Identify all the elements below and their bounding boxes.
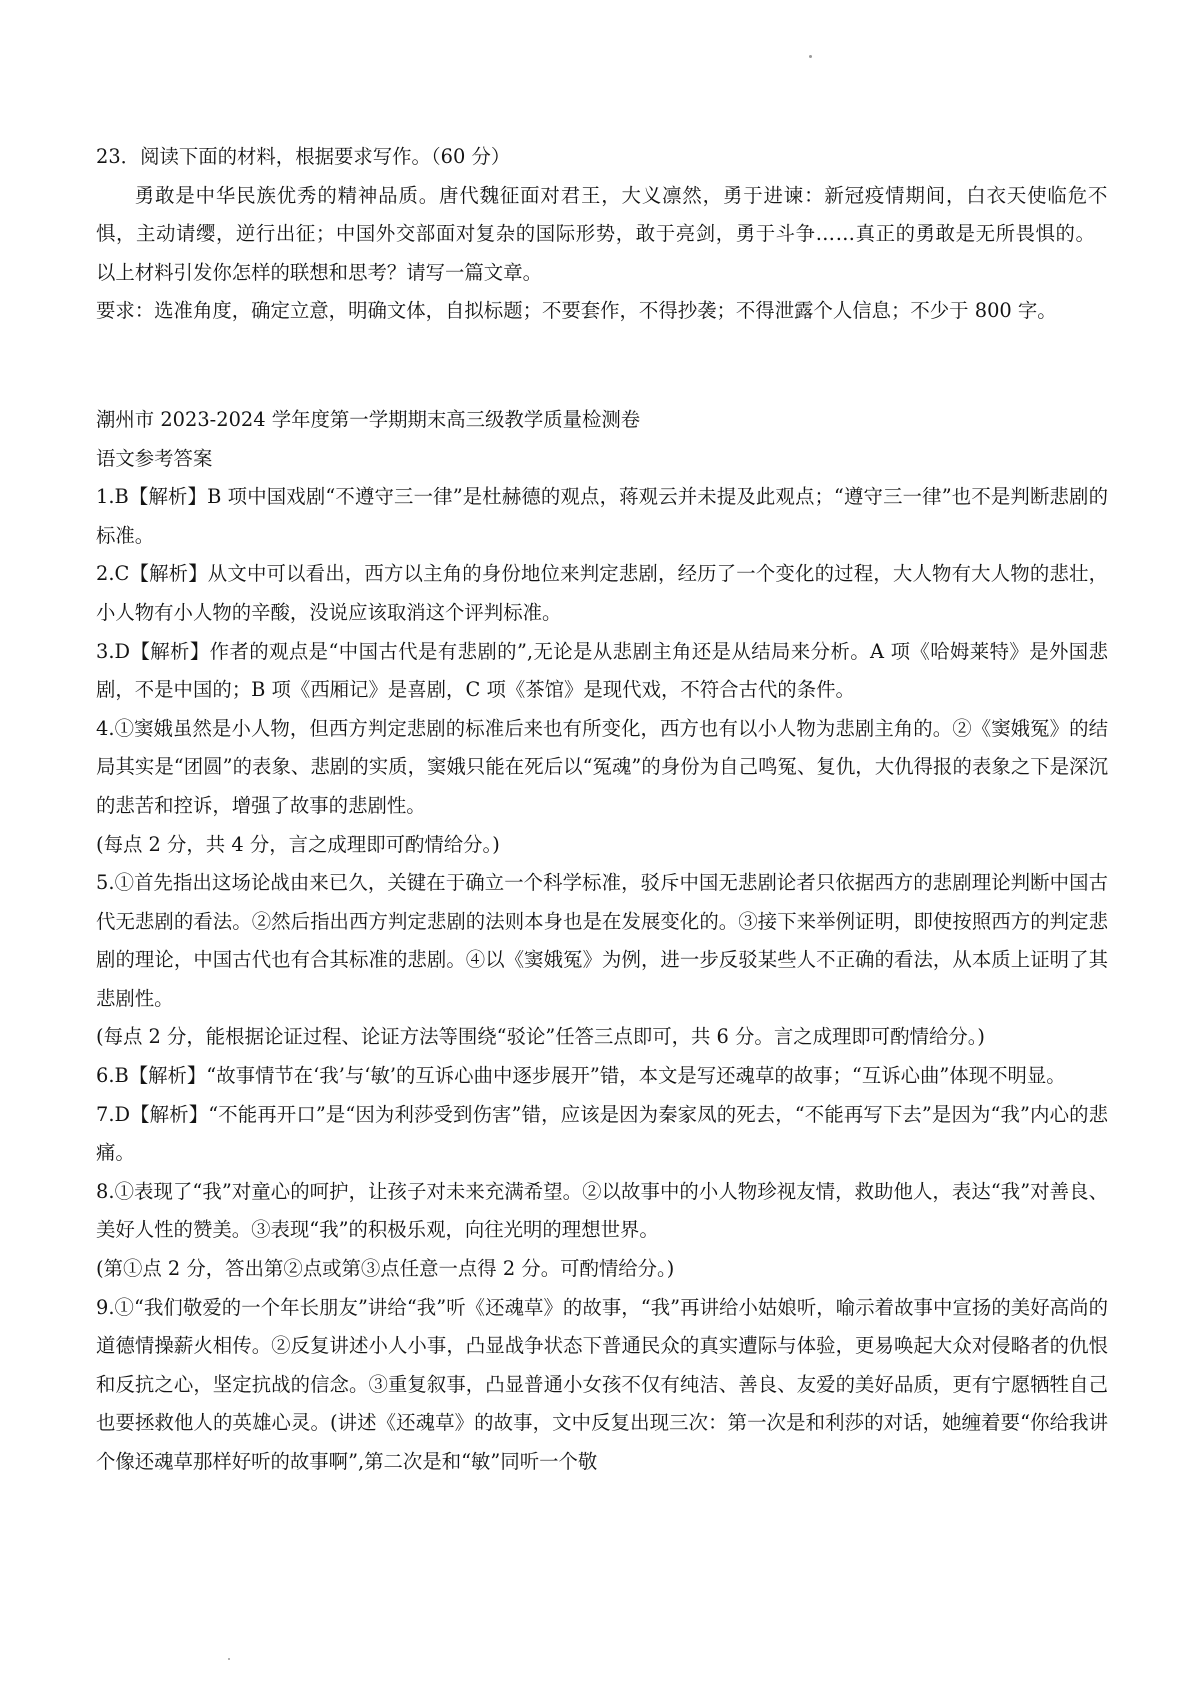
answer-item-5-scoring: (每点 2 分，能根据论证过程、论证方法等围绕“驳论”任答三点即可，共 6 分。言之成理即可酌情给分。) — [96, 1025, 985, 1049]
answer-item-7: 7.D【解析】“不能再开口”是“因为利莎受到伤害”错，应该是因为秦家凤的死去，“不能再写下去”是因为“我”内心的悲痛。 — [96, 1102, 1108, 1165]
scan-speck — [809, 55, 812, 58]
answer-item-1: 1.B【解析】B 项中国戏剧“不遵守三一律”是杜赫德的观点，蒋观云并未提及此观点；“遵守三一律”也不是判断悲剧的标准。 — [96, 485, 1108, 547]
answers-subtitle: 语文参考答案 — [96, 446, 213, 470]
section-gap — [96, 331, 1108, 401]
answer-item-9: 9.①“我们敬爱的一个年长朋友”讲给“我”听《还魂草》的故事，“我”再讲给小姑娘听，喻示着故事中宣扬的美好高尚的道德情操薪火相传。②反复讲述小人小事，凸显战争状态下普通民众的真实遭际与体验，更易唤起大众对侵略者的仇恨和反抗之心，坚定抗战的信念。③重复叙事，凸显普通小女孩不仅有纯洁、善良、友爱的美好品质，更有宁愿牺牲自己也要拯救他人的英雄心灵。(讲述《还魂草》的故事，文中反复出现三次：第一次是和利莎的对话，她缠着要“你给我讲个像还魂草那样好听的故事啊”,第二次是和“敏”同听一个敬 — [96, 1295, 1108, 1473]
answer-item-6: 6.B【解析】“故事情节在‘我’与‘敏’的互诉心曲中逐步展开”错，本文是写还魂草的故事；“互诉心曲”体现不明显。 — [96, 1064, 1066, 1088]
answer-item-8: 8.①表现了“我”对童心的呵护，让孩子对未来充满希望。②以故事中的小人物珍视友情，救助他人，表达“我”对善良、美好人性的赞美。③表现“我”的积极乐观，向往光明的理想世界。 — [96, 1179, 1108, 1242]
answer-item-4-scoring: (每点 2 分，共 4 分，言之成理即可酌情给分。) — [96, 832, 500, 856]
answers-title: 潮州市 2023-2024 学年度第一学期期末高三级教学质量检测卷 — [96, 407, 641, 431]
answer-item-5: 5.①首先指出这场论战由来已久，关键在于确立一个科学标准，驳斥中国无悲剧论者只依据西方的悲剧理论判断中国古代无悲剧的看法。②然后指出西方判定悲剧的法则本身也是在发展变化的。③接下来举例证明，即使按照西方的判定悲剧的理论，中国古代也有合其标准的悲剧。④以《窦娥冤》为例，进一步反驳某些人不正确的看法，从本质上证明了其悲剧性。 — [96, 871, 1108, 1010]
answer-item-4: 4.①窦娥虽然是小人物，但西方判定悲剧的标准后来也有所变化，西方也有以小人物为悲剧主角的。②《窦娥冤》的结局其实是“团圆”的表象、悲剧的实质，窦娥只能在死后以“冤魂”的身份为自己鸣冤、复仇，大仇得报的表象之下是深沉的悲苦和控诉，增强了故事的悲剧性。 — [96, 716, 1108, 817]
question-requirements: 要求：选准角度，确定立意，明确文体，自拟标题；不要套作，不得抄袭；不得泄露个人信息；不少于 800 字。 — [96, 299, 1057, 323]
question-heading: 23．阅读下面的材料，根据要求写作。（60 分） — [96, 145, 511, 168]
page-content — [96, 138, 1108, 1482]
scan-speck — [228, 1658, 230, 1660]
answer-item-8-scoring: (第①点 2 分，答出第②点或第③点任意一点得 2 分。可酌情给分。) — [96, 1257, 675, 1281]
question-prompt: 以上材料引发你怎样的联想和思考？请写一篇文章。 — [96, 260, 542, 284]
answer-item-3: 3.D【解析】作者的观点是“中国古代是有悲剧的”,无论是从悲剧主角还是从结局来分析。A 项《哈姆莱特》是外国悲剧，不是中国的；B 项《西厢记》是喜剧，C 项《茶馆》是现代戏，不符合古代的条件。 — [96, 639, 1108, 702]
answer-item-2: 2.C【解析】从文中可以看出，西方以主角的身份地位来判定悲剧，经历了一个变化的过程，大人物有大人物的悲壮，小人物有小人物的辛酸，没说应该取消这个评判标准。 — [96, 562, 1108, 624]
question-material: 勇敢是中华民族优秀的精神品质。唐代魏征面对君王，大义凛然，勇于进谏：新冠疫情期间，白衣天使临危不惧，主动请缨，逆行出征；中国外交部面对复杂的国际形势，敢于亮剑，勇于斗争……真正的勇敢是无所畏惧的。 — [96, 183, 1108, 246]
